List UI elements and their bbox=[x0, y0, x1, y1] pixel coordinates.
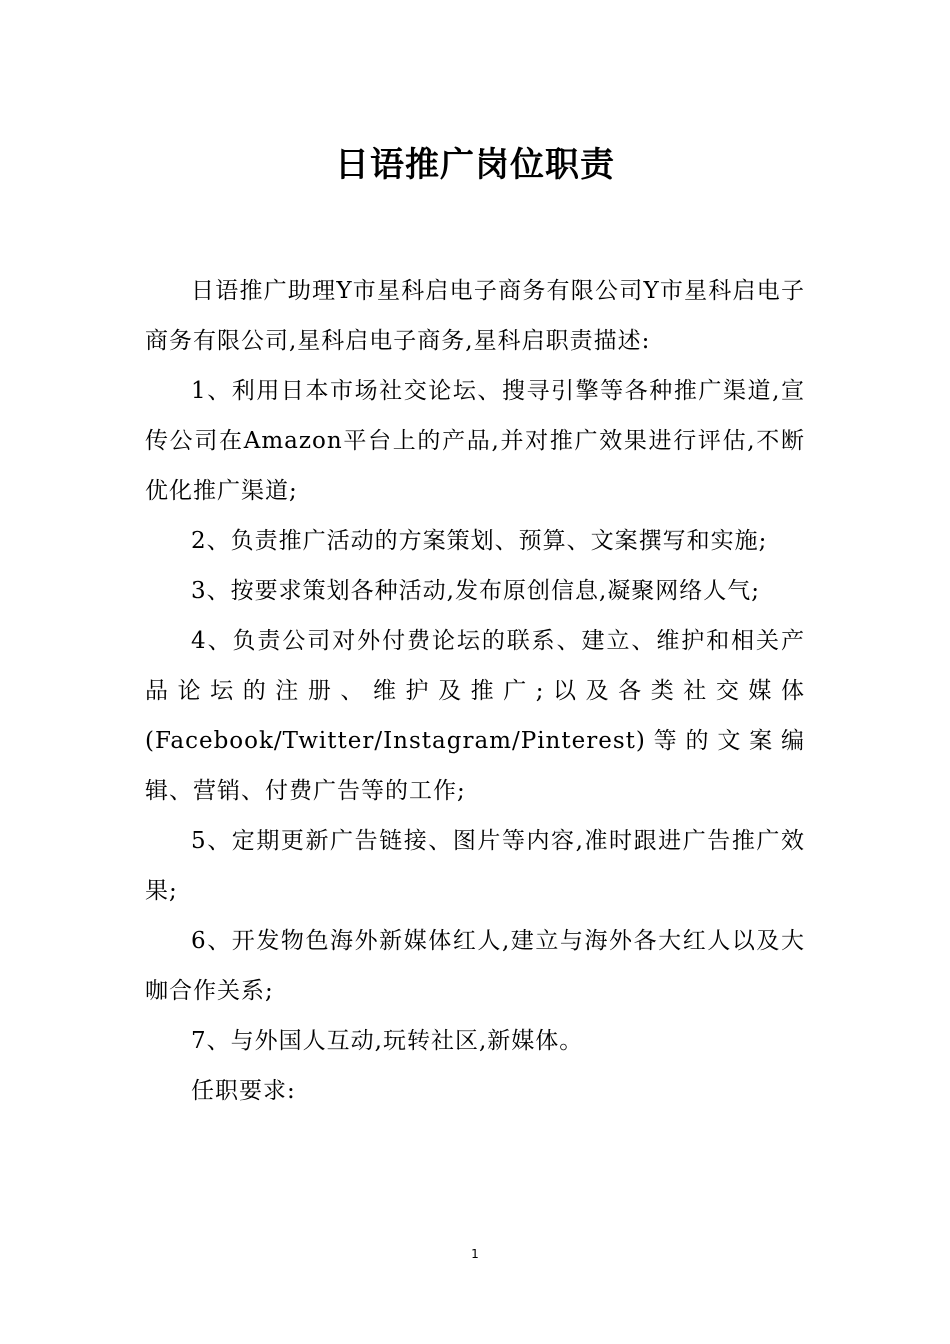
page-number: 1 bbox=[471, 1247, 479, 1261]
document-body bbox=[145, 266, 805, 1116]
duty-item-1: 1、利用日本市场社交论坛、搜寻引擎等各种推广渠道,宣传公司在Amazon平台上的产品,并对推广效果进行评估,不断优化推广渠道; bbox=[145, 378, 805, 504]
duty-item-5: 5、定期更新广告链接、图片等内容,准时跟进广告推广效果; bbox=[145, 828, 805, 904]
intro-paragraph: 日语推广助理Y市星科启电子商务有限公司Y市星科启电子商务有限公司,星科启电子商务,星科启职责描述: bbox=[145, 278, 805, 354]
duty-item-6: 6、开发物色海外新媒体红人,建立与海外各大红人以及大咖合作关系; bbox=[145, 928, 805, 1004]
duty-item-3: 3、按要求策划各种活动,发布原创信息,凝聚网络人气; bbox=[191, 578, 761, 604]
document-title: 日语推广岗位职责 bbox=[335, 145, 615, 185]
duty-item-7: 7、与外国人互动,玩转社区,新媒体。 bbox=[191, 1028, 584, 1054]
duty-item-4: 4、负责公司对外付费论坛的联系、建立、维护和相关产品论坛的注册、维护及推广;以及各类社交媒体(Facebook/Twitter/Instagram/Pinterest)等的文案编辑、营销、付费广告等的工作; bbox=[145, 628, 805, 804]
requirements-heading: 任职要求: bbox=[191, 1078, 296, 1104]
duty-item-2: 2、负责推广活动的方案策划、预算、文案撰写和实施; bbox=[191, 528, 768, 554]
